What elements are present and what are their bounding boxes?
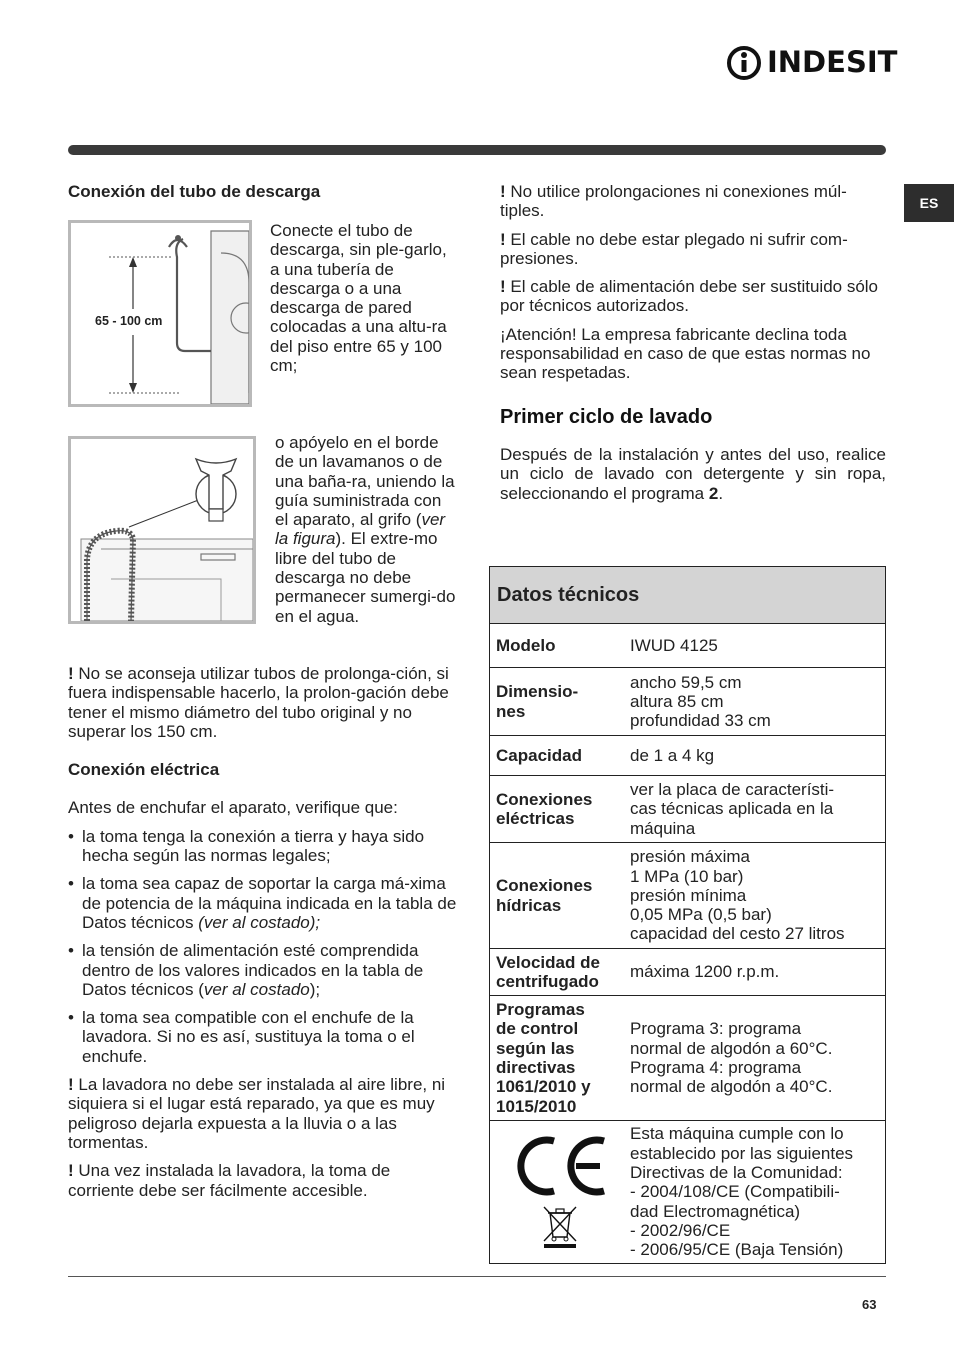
list-item-ref: ver al costado <box>203 979 310 999</box>
row-label: Capacidad <box>496 745 582 765</box>
figure-drain-basin <box>68 436 256 624</box>
list-item-text: la toma sea capaz de soportar la carga má-xima de potencia de la máquina indicada en la tabla de Datos técnicos <box>82 874 457 932</box>
warning-multiple-text: No utilice prolongaciones ni conexiones múl-tiples. <box>500 182 847 221</box>
first-cycle-text <box>500 445 886 503</box>
drain-hose-text-1: Conecte el tubo de descarga, sin ple-garlo, a una tubería de descarga o a una descarga de pared colocadas a una altu-ra del piso entre 65 y 100 cm; <box>270 221 447 376</box>
list-item <box>68 941 458 999</box>
table-row <box>490 776 885 843</box>
list-item <box>68 874 458 932</box>
drain-basin-illustration <box>71 439 253 621</box>
indesit-i-icon <box>726 42 762 82</box>
attention-note: ¡Atención! La empresa fabricante declina toda responsabilidad en caso de que estas normas no sean respetadas. <box>500 324 871 383</box>
brand-name: INDESIT <box>767 45 898 79</box>
right-column <box>500 182 886 503</box>
row-label: Conexiones eléctricas <box>496 789 593 828</box>
list-item-text: la toma tenga la conexión a tierra y haya sido hecha según las normas legales; <box>82 826 425 866</box>
page-number: 63 <box>862 1297 877 1312</box>
row-value: ancho 59,5 cm altura 85 cm profundidad 33 cm <box>630 672 771 731</box>
weee-bin-icon <box>540 1205 580 1249</box>
warning-mark: ! <box>500 229 506 249</box>
brand-logo <box>726 40 897 84</box>
warning-mark: ! <box>68 1075 74 1095</box>
language-tab: ES <box>904 184 954 222</box>
table-row <box>490 1121 885 1263</box>
warning-cable-bent-text: El cable no debe estar plegado ni sufrir com-presiones. <box>500 229 848 268</box>
row-label: Conexiones hídricas <box>496 876 593 915</box>
row-label: Programas de control según las directivas 1061/2010 y 1015/2010 <box>496 1000 591 1116</box>
warning-outdoor <box>68 1075 458 1152</box>
row-label: Modelo <box>496 635 556 655</box>
drain-hose-text-2b: ). El extre-mo libre del tubo de descarga no debe permanecer sumergi-do en el agua. <box>275 529 456 626</box>
row-value: ver la placa de característi- cas técnicas aplicada en la máquina <box>630 780 835 838</box>
row-value: Programa 3: programa normal de algodón a 60°C. Programa 4: programa normal de algodón a 40°C. <box>630 1019 833 1097</box>
list-item-text-end: ); <box>309 979 321 999</box>
table-row <box>490 949 885 996</box>
table-row <box>490 996 885 1121</box>
row-value: de 1 a 4 kg <box>630 745 715 765</box>
technical-data-table <box>489 566 886 1264</box>
warning-mark: ! <box>68 1161 74 1181</box>
list-item-text: la tensión de alimentación esté comprendida dentro de los valores indicados en la tabla de Datos técnicos ( <box>82 941 424 999</box>
row-label: Dimensio- nes <box>496 682 579 721</box>
warning-cable-bent <box>500 230 886 269</box>
drain-hose-text-2 <box>275 433 457 626</box>
electrical-checklist <box>68 827 458 1066</box>
warning-multiple <box>500 182 886 221</box>
row-value: presión máxima 1 MPa (10 bar) presión mínima 0,05 MPa (0,5 bar) capacidad del cesto 27 litros <box>630 847 845 944</box>
technical-data-title: Datos técnicos <box>490 567 885 624</box>
row-label: Velocidad de centrifugado <box>496 952 600 991</box>
warning-socket <box>68 1161 458 1200</box>
electrical-heading: Conexión eléctrica <box>68 760 220 780</box>
first-cycle-heading: Primer ciclo de lavado <box>500 405 713 428</box>
ce-weee-marks <box>490 1121 630 1263</box>
warning-extension-text: No se aconseja utilizar tubos de prolonga-ción, si fuera indispensable hacerlo, la prolon-gación debe tener el mismo diámetro del tubo original y no superar los 150 cm. <box>68 664 449 741</box>
warning-cable-replace <box>500 277 886 316</box>
see-figure-ref: ver la figura <box>275 510 446 549</box>
list-item-ref: (ver al costado); <box>198 912 321 932</box>
ce-mark-icon <box>510 1135 610 1197</box>
list-item <box>68 1008 458 1066</box>
warning-socket-text: Una vez instalada la lavadora, la toma de corriente debe ser fácilmente accesible. <box>68 1161 391 1200</box>
first-cycle-text-end: . <box>718 483 724 503</box>
table-row <box>490 624 885 668</box>
figure-drain-height <box>68 220 252 407</box>
table-row <box>490 843 885 949</box>
header-rule <box>68 145 886 155</box>
warning-mark: ! <box>500 277 506 297</box>
row-value: Esta máquina cumple con lo establecido por las siguientes Directivas de la Comunidad: - 2004/108/CE (Compatibili- dad Electromagnética) - 2002/96/CE - 2006/95/CE (Baja Tensión) <box>630 1124 854 1260</box>
warning-outdoor-text: La lavadora no debe ser instalada al aire libre, ni siquiera si el lugar está reparado, ya que es muy peligroso dejarla expuesta a la lluvia o a las tormentas. <box>68 1075 446 1152</box>
row-value: IWUD 4125 <box>630 635 718 655</box>
drain-hose-heading: Conexión del tubo de descarga <box>68 182 321 201</box>
list-item-text: la toma sea compatible con el enchufe de la lavadora. Si no es así, sustituya la toma o el enchufe. <box>82 1008 415 1066</box>
warning-extension <box>68 664 458 741</box>
program-number: 2 <box>708 483 719 503</box>
list-item <box>68 827 458 866</box>
first-cycle-text-main: Después de la instalación y antes del uso, realice un ciclo de lavado con detergente y sin ropa, seleccionando el programa <box>500 444 886 503</box>
warning-cable-replace-text: El cable de alimentación debe ser sustituido sólo por técnicos autorizados. <box>500 277 879 316</box>
footer-rule <box>68 1276 886 1277</box>
table-row <box>490 668 885 736</box>
row-value: máxima 1200 r.p.m. <box>630 962 780 982</box>
warning-mark: ! <box>68 664 74 683</box>
height-range-label: 65 - 100 cm <box>95 314 163 328</box>
left-lower-block <box>68 664 458 1200</box>
electrical-intro: Antes de enchufar el aparato, verifique que: <box>68 798 398 818</box>
warning-mark: ! <box>500 182 506 201</box>
drain-hose-text-2a: o apóyelo en el borde de un lavamanos o de una baña-ra, uniendo la guía suministrada con el aparato, al grifo ( <box>275 433 455 530</box>
table-row <box>490 736 885 776</box>
